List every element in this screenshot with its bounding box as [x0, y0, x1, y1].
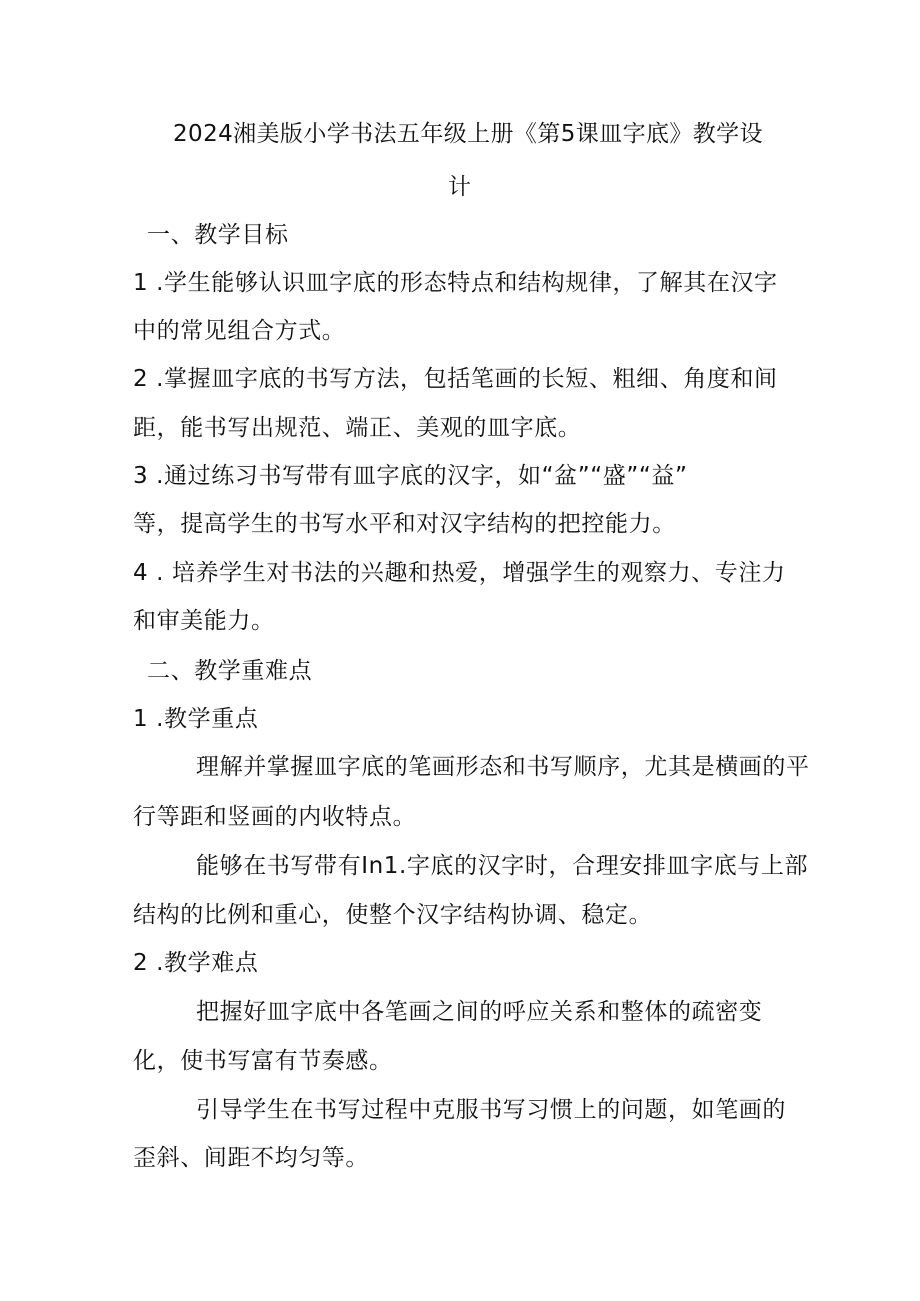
objective-3-line1: 3 .通过练习书写带有皿字底的汉字，如“盆”“盛”“益”: [133, 463, 688, 489]
objective-1-line1: 1 .学生能够认识皿字底的形态特点和结构规律，了解其在汉字: [133, 270, 778, 296]
key-paragraph-1-line1: 理解并掌握皿字底的笔画形态和书写顺序，尤其是横画的平: [196, 754, 810, 780]
key-paragraph-2-line2: 结构的比例和重心，使整个汉字结构协调、稳定。: [133, 902, 653, 928]
objective-2-line1: 2 .掌握皿字底的书写方法，包括笔画的长短、粗细、角度和间: [133, 366, 778, 392]
key-paragraph-2-line1: 能够在书写带有In1.字底的汉字时，合理安排皿字底与上部: [196, 853, 809, 879]
subsection-label-difficult: 2 .教学难点: [133, 950, 259, 976]
section-heading-key-points: 二、教学重难点: [147, 658, 313, 684]
subsection-label-key: 1 .教学重点: [133, 706, 259, 732]
objective-1-line2: 中的常见组合方式。: [133, 318, 346, 344]
document-title-line1: 2024湘美版小学书法五年级上册《第5课皿字底》教学设: [173, 121, 763, 147]
difficult-paragraph-2-line1: 引导学生在书写过程中克服书写习惯上的问题，如笔画的: [196, 1097, 786, 1123]
objective-4-line1: 4 . 培养学生对书法的兴趣和热爱，增强学生的观察力、专注力: [133, 560, 786, 586]
key-paragraph-1-line2: 行等距和竖画的内收特点。: [133, 804, 417, 830]
objective-2-line2: 距，能书写出规范、端正、美观的皿字底。: [133, 415, 582, 441]
section-heading-objectives: 一、教学目标: [147, 222, 289, 248]
difficult-paragraph-1-line2: 化，使书写富有节奏感。: [133, 1048, 393, 1074]
objective-3-line2: 等，提高学生的书写水平和对汉字结构的把控能力。: [133, 511, 676, 537]
difficult-paragraph-2-line2: 歪斜、间距不均匀等。: [133, 1145, 369, 1171]
difficult-paragraph-1-line1: 把握好皿字底中各笔画之间的呼应关系和整体的疏密变: [196, 999, 763, 1025]
objective-4-line2: 和审美能力。: [133, 608, 275, 634]
document-title-line2: 计: [448, 174, 472, 200]
